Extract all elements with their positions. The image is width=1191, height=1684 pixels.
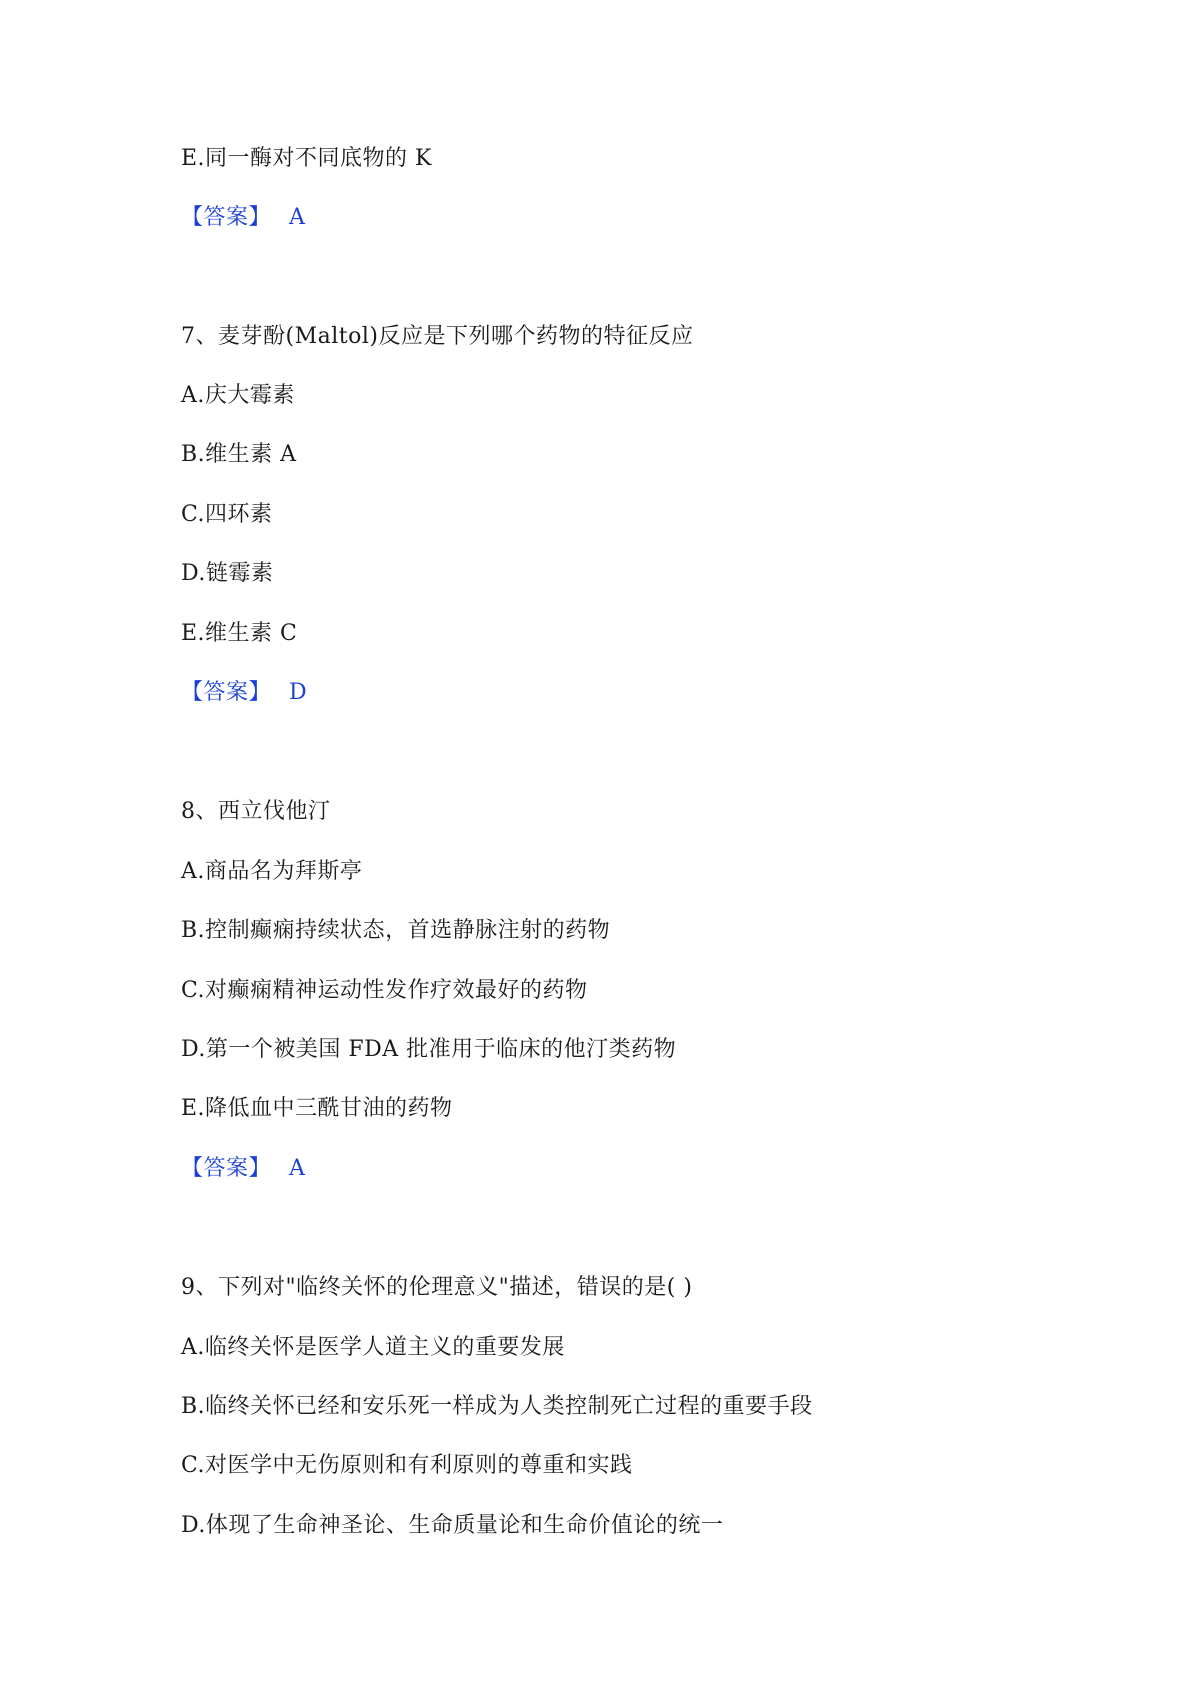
option-b: B.控制癫痫持续状态，首选静脉注射的药物 — [181, 918, 611, 943]
option-e: E.降低血中三酰甘油的药物 — [181, 1096, 453, 1121]
answer-line — [181, 678, 307, 708]
option-c: C.对癫痫精神运动性发作疗效最好的药物 — [181, 978, 588, 1003]
answer-line — [181, 1154, 305, 1184]
answer-value: A — [289, 1156, 306, 1181]
answer-value: D — [289, 680, 308, 705]
question-stem: 8、西立伐他汀 — [181, 799, 331, 824]
question-stem: 7、麦芽酚(Maltol)反应是下列哪个药物的特征反应 — [181, 324, 694, 349]
option-a: A.临终关怀是医学人道主义的重要发展 — [181, 1335, 565, 1360]
option-b: B.维生素 A — [181, 442, 297, 467]
answer-line — [181, 203, 305, 233]
answer-value: A — [289, 205, 306, 230]
question-stem: 9、下列对"临终关怀的伦理意义"描述，错误的是( ) — [181, 1275, 693, 1300]
option-a: A.商品名为拜斯亭 — [181, 859, 363, 884]
option-d: D.第一个被美国 FDA 批准用于临床的他汀类药物 — [181, 1037, 677, 1062]
option-c: C.四环素 — [181, 502, 273, 527]
option-a: A.庆大霉素 — [181, 383, 295, 408]
option-c: C.对医学中无伤原则和有利原则的尊重和实践 — [181, 1453, 633, 1478]
option-d: D.体现了生命神圣论、生命质量论和生命价值论的统一 — [181, 1513, 724, 1538]
option-e: E.同一酶对不同底物的 K — [181, 146, 432, 171]
option-b: B.临终关怀已经和安乐死一样成为人类控制死亡过程的重要手段 — [181, 1394, 813, 1419]
option-d: D.链霉素 — [181, 561, 274, 586]
answer-label: 【答案】 — [181, 680, 272, 705]
answer-label: 【答案】 — [181, 205, 272, 230]
option-e: E.维生素 C — [181, 621, 298, 646]
answer-label: 【答案】 — [181, 1156, 272, 1181]
